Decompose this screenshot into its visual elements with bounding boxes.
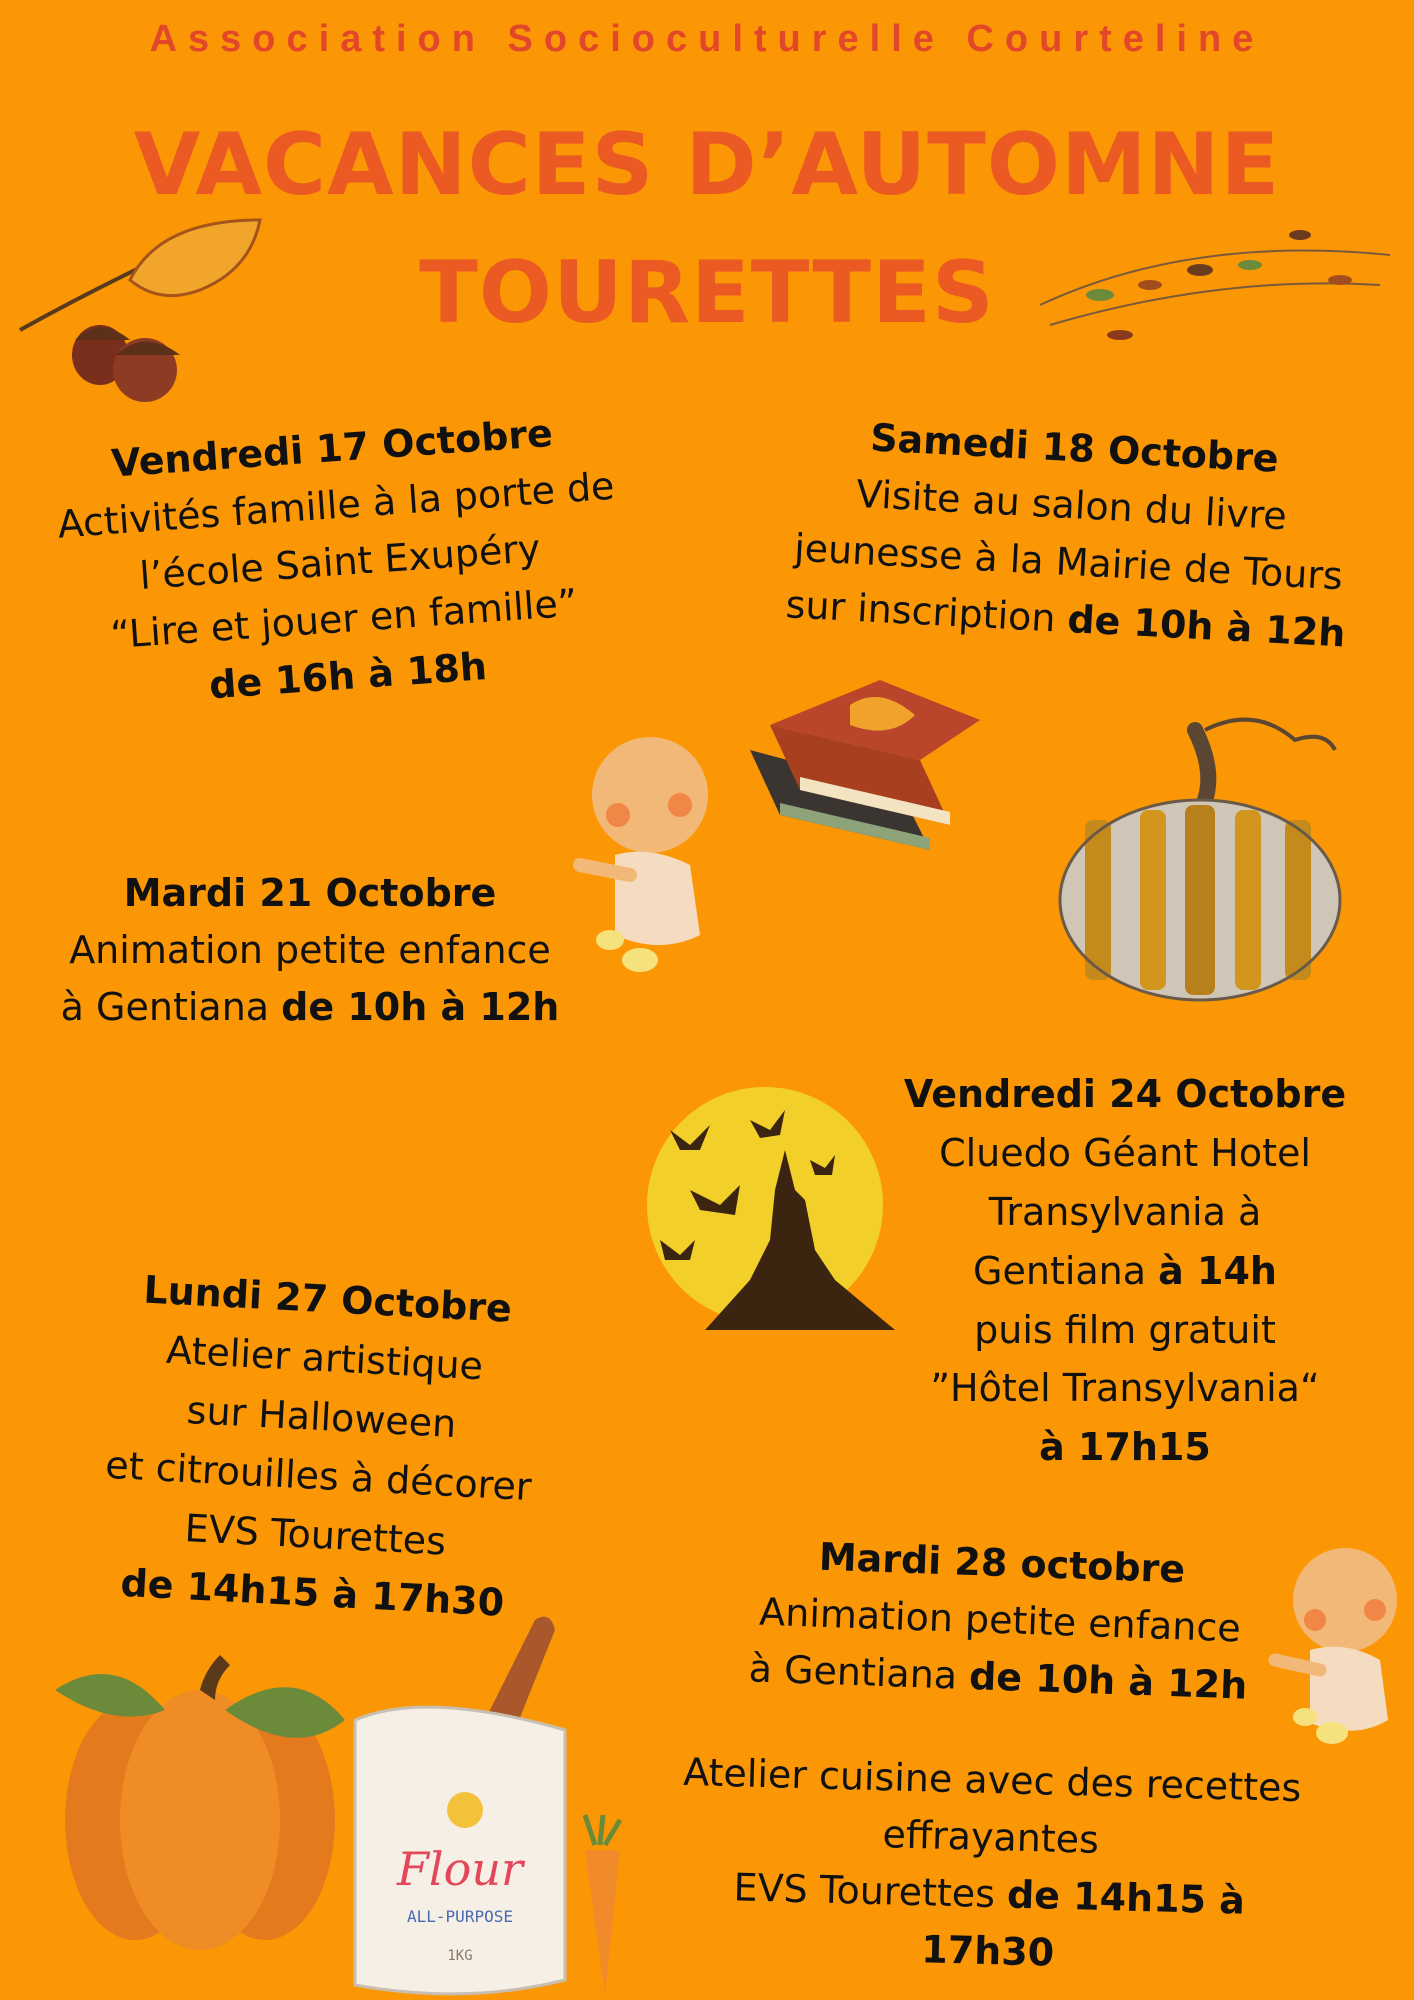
event-time: à 14h (1158, 1248, 1277, 1293)
event-description-line: Transylvania à (988, 1189, 1262, 1234)
event-description-line: et citrouilles à décorer (104, 1442, 533, 1509)
event-time: de 10h à 12h (281, 985, 560, 1029)
flour-label: Flour (397, 1842, 523, 1896)
organization-name: Association Socioculturelle Courteline (149, 18, 1265, 60)
baby-illustration (1270, 1545, 1410, 1745)
title-line-1: VACANCES D’AUTOMNE (133, 115, 1281, 215)
event-description-line: Atelier cuisine avec des recettes (682, 1749, 1302, 1811)
event-description-line: EVS Tourettes (183, 1505, 448, 1564)
event-description-line: ”Hôtel Transylvania“ (930, 1366, 1320, 1411)
event-description-line: Gentiana (973, 1248, 1159, 1293)
title-line-2: TOURETTES (419, 243, 995, 343)
flour-bag-illustration (345, 1610, 575, 2000)
event-description-line: Visite au salon du livre (855, 471, 1288, 539)
event-description-line: Cluedo Géant Hotel (939, 1130, 1311, 1175)
event-tuesday-28 (717, 1525, 1283, 1715)
event-time: de 10h à 12h (1066, 597, 1347, 656)
carrot-illustration (565, 1815, 635, 2000)
event-cooking-workshop (667, 1744, 1313, 1989)
event-time-2: à 17h15 (1039, 1425, 1211, 1470)
flour-sub-label: ALL-PURPOSE (407, 1907, 513, 1926)
event-date: Samedi 18 Octobre (869, 415, 1280, 481)
event-tuesday-21 (20, 865, 600, 1036)
event-description-line: à Gentiana (60, 985, 282, 1029)
event-date: Vendredi 17 Octobre (109, 410, 555, 486)
event-time: de 14h15 à 17h30 (119, 1561, 506, 1626)
falling-leaves-illustration (1040, 205, 1400, 355)
event-saturday-18 (754, 404, 1385, 664)
event-description-line: effrayantes (882, 1812, 1100, 1862)
event-date: Lundi 27 Octobre (142, 1267, 513, 1331)
event-description-line: sur inscription (784, 582, 1069, 641)
event-time: de 14h15 à 17h30 (920, 1872, 1246, 1975)
event-date: Vendredi 24 Octobre (903, 1072, 1347, 1116)
event-monday-27 (31, 1256, 609, 1638)
event-description-line: Atelier artistique (165, 1327, 485, 1389)
event-description-line: sur Halloween (185, 1387, 458, 1446)
event-time: de 16h à 18h (207, 644, 489, 708)
event-time: de 10h à 12h (968, 1653, 1248, 1708)
event-date: Mardi 28 octobre (818, 1534, 1186, 1592)
event-description-line: Animation petite enfance (758, 1589, 1242, 1651)
event-description-line: Animation petite enfance (69, 928, 551, 972)
event-description-line: l’école Saint Exupéry (138, 526, 542, 598)
event-description-line: Activités famille à la porte de (56, 463, 616, 547)
event-description-line: puis film gratuit (974, 1307, 1276, 1352)
event-description-line: EVS Tourettes (733, 1865, 1008, 1917)
event-date: Mardi 21 Octobre (123, 871, 497, 915)
event-description-line: “Lire et jouer en famille” (109, 580, 579, 658)
pumpkin-illustration (55, 1670, 345, 1970)
event-description-line: à Gentiana (748, 1646, 970, 1698)
book-pumpkin-illustration (1045, 710, 1355, 1000)
event-description-line: jeunesse à la Mairie de Tours (793, 525, 1344, 599)
event-friday-17 (11, 398, 669, 727)
books-illustration (740, 680, 980, 870)
acorn-leaf-illustration (20, 210, 270, 390)
flour-weight-label: 1KG (447, 1948, 473, 1964)
event-friday-24 (860, 1065, 1390, 1477)
